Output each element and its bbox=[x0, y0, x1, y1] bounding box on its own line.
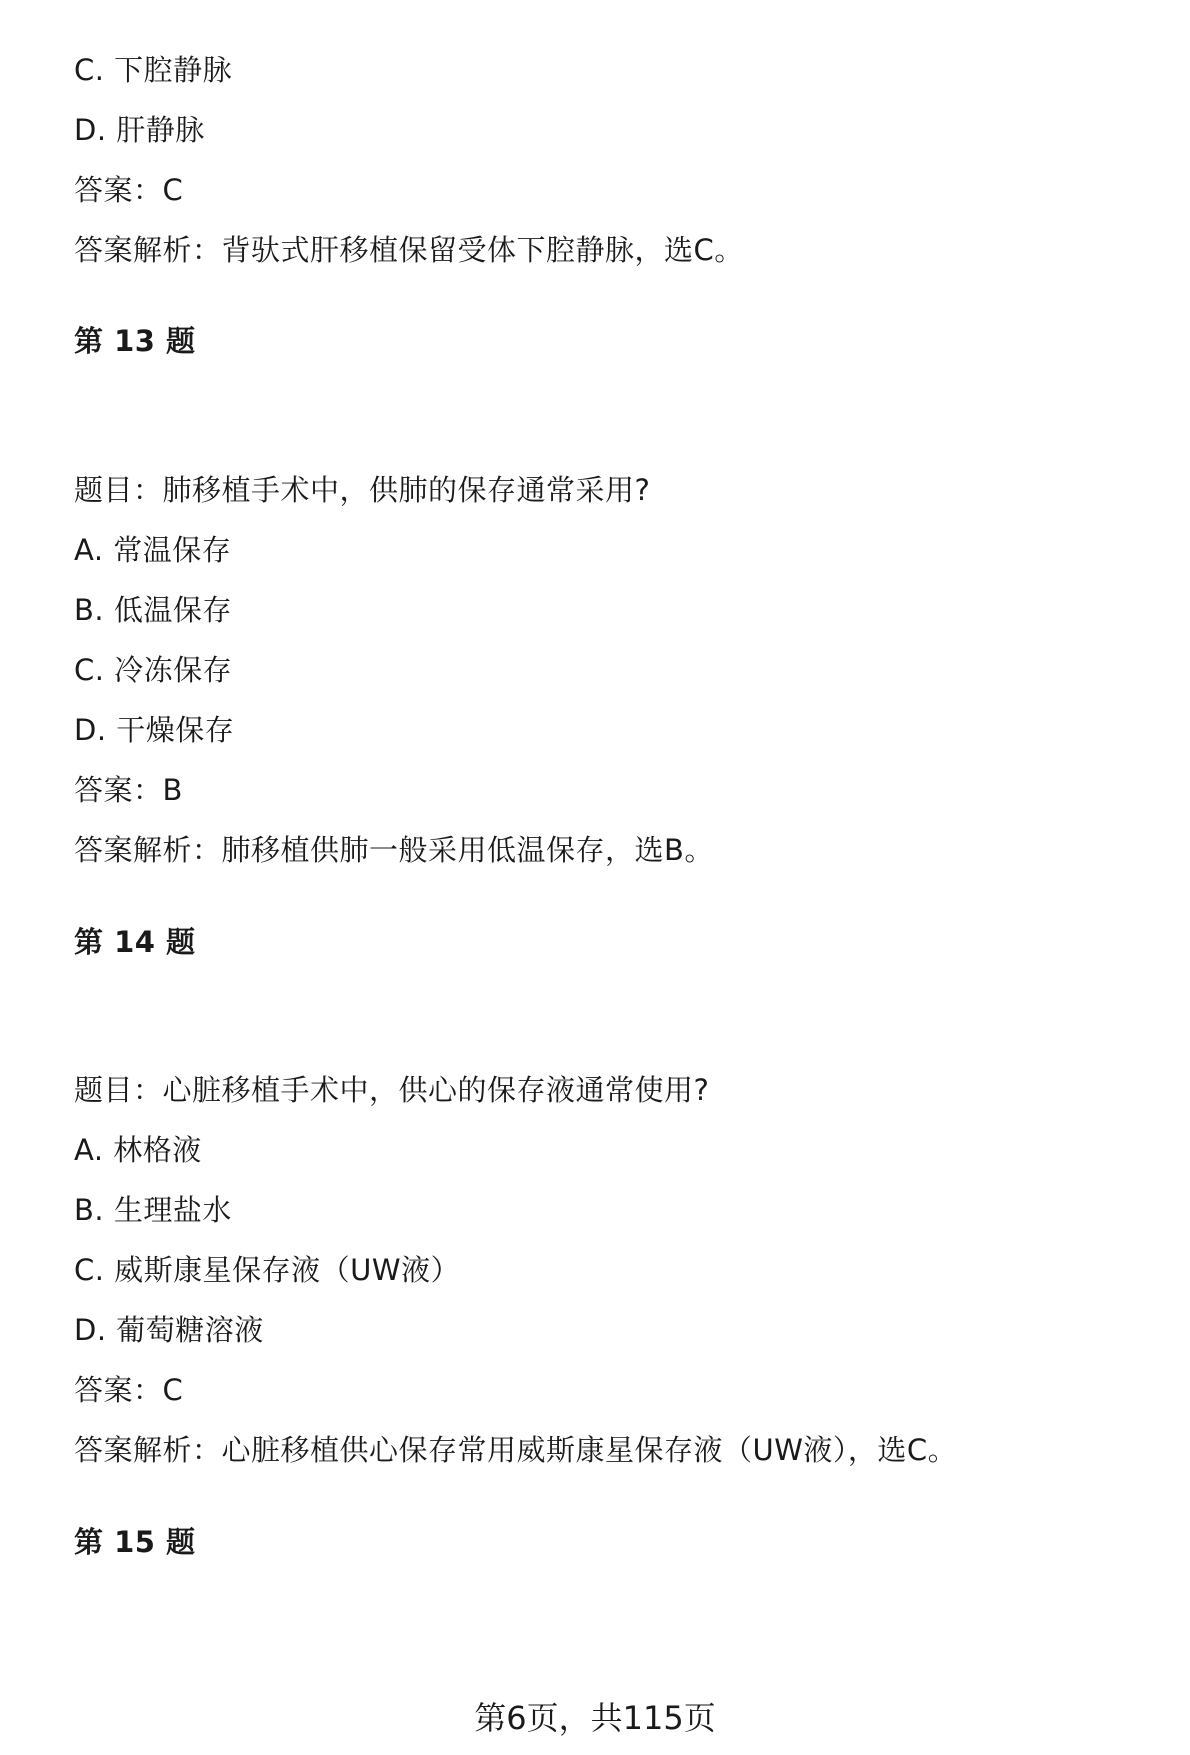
option-d: D. 干燥保存 bbox=[74, 713, 235, 747]
option-d: D. 肝静脉 bbox=[74, 113, 205, 147]
option-c: C. 威斯康星保存液（UW液） bbox=[74, 1253, 461, 1287]
option-d: D. 葡萄糖溶液 bbox=[74, 1313, 264, 1347]
answer: 答案：C bbox=[74, 173, 184, 207]
answer-explanation: 答案解析：肺移植供肺一般采用低温保存，选B。 bbox=[74, 833, 714, 867]
answer: 答案：B bbox=[74, 773, 183, 807]
option-c: C. 下腔静脉 bbox=[74, 53, 233, 87]
question-stem: 题目：肺移植手术中，供肺的保存通常采用? bbox=[74, 473, 651, 507]
page-number: 第6页，共115页 bbox=[474, 1699, 716, 1737]
question-stem: 题目：心脏移植手术中，供心的保存液通常使用? bbox=[74, 1073, 710, 1107]
question-heading: 第 13 题 bbox=[74, 324, 196, 358]
answer-explanation: 答案解析：心脏移植供心保存常用威斯康星保存液（UW液），选C。 bbox=[74, 1433, 958, 1467]
option-c: C. 冷冻保存 bbox=[74, 653, 233, 687]
option-a: A. 林格液 bbox=[74, 1133, 202, 1167]
option-a: A. 常温保存 bbox=[74, 533, 232, 567]
option-b: B. 低温保存 bbox=[74, 593, 232, 627]
question-heading: 第 14 题 bbox=[74, 925, 196, 959]
option-b: B. 生理盐水 bbox=[74, 1193, 232, 1227]
question-heading: 第 15 题 bbox=[74, 1525, 196, 1559]
answer-explanation: 答案解析：背驮式肝移植保留受体下腔静脉，选C。 bbox=[74, 233, 744, 267]
answer: 答案：C bbox=[74, 1373, 184, 1407]
